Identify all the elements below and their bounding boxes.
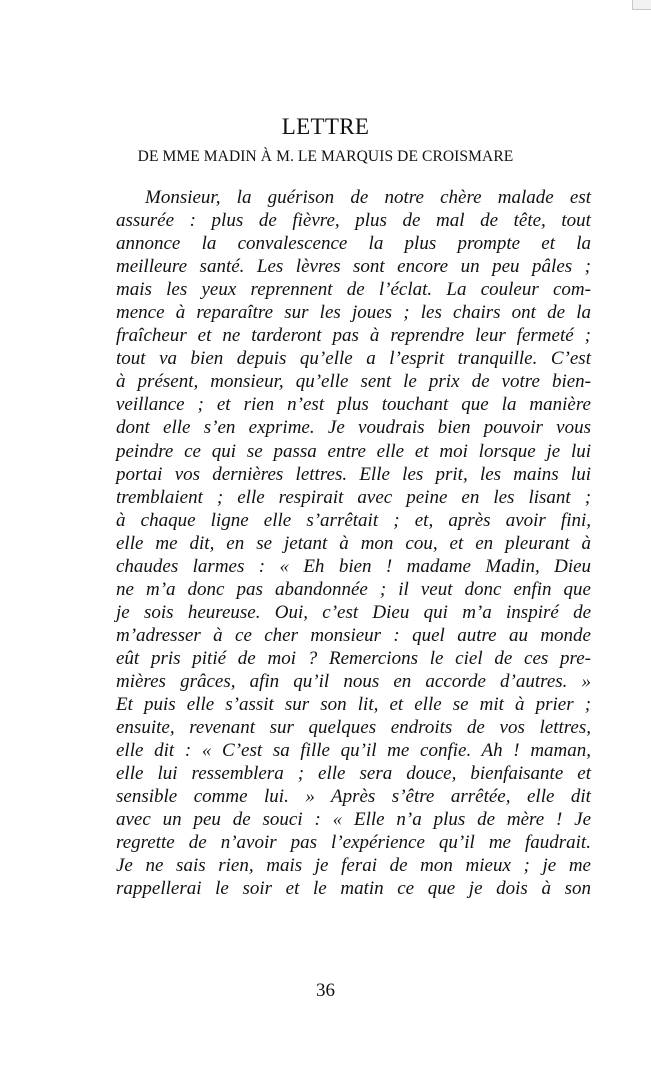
text-line: eût pris pitié de moi ? Remercions le ciel de ces pre-	[116, 647, 591, 669]
text-line: regrette de n’avoir pas l’expérience qu’il me faudrait.	[116, 832, 591, 854]
text-line: elle dit : « C’est sa fille qu’il me confie. Ah ! maman,	[116, 740, 592, 762]
text-line: mence à reparaître sur les joues ; les chairs ont de la	[116, 302, 592, 324]
text-line: à chaque ligne elle s’arrêtait ; et, après avoir fini,	[116, 509, 592, 531]
text-line: rappellerai le soir et le matin ce que je dois à son	[116, 878, 591, 900]
text-line: Et puis elle s’assit sur son lit, et elle se mit à prier ;	[116, 694, 592, 716]
letter-title: LETTRE	[281, 114, 370, 139]
text-line: sensible comme lui. » Après s’être arrêtée, elle dit	[116, 786, 591, 808]
text-line: elle lui ressemblera ; elle sera douce, bienfaisante et	[116, 763, 591, 785]
text-line: tout va bien depuis qu’elle a l’esprit tranquille. C’est	[116, 348, 591, 370]
letter-body	[116, 186, 591, 900]
text-line: chaudes larmes : « Eh bien ! madame Madin, Dieu	[116, 555, 592, 577]
text-line: peindre ce qui se passa entre elle et moi lorsque je lui	[116, 440, 592, 462]
text-line: ne m’a donc pas abandonnée ; il veut donc enfin que	[116, 578, 591, 600]
text-line: à présent, monsieur, qu’elle sent le prix de votre bien-	[116, 371, 591, 393]
text-line: je sois heureuse. Oui, c’est Dieu qui m’a inspiré de	[116, 601, 592, 623]
text-line: elle me dit, en se jetant à mon cou, et en pleurant à	[116, 532, 591, 554]
text-line: Je ne sais rien, mais je ferai de mon mieux ; je me	[116, 855, 591, 877]
text-line: dont elle s’en exprime. Je voudrais bien pouvoir vous	[116, 417, 591, 439]
text-line: ensuite, revenant sur quelques endroits de vos lettres,	[116, 717, 592, 739]
text-line: annonce la convalescence la plus prompte et la	[116, 233, 592, 255]
letter-subtitle: DE MME MADIN À M. LE MARQUIS DE CROISMARE	[137, 148, 514, 165]
text-line: Monsieur, la guérison de notre chère malade est	[145, 187, 592, 208]
text-line: mières grâces, afin qu’il nous en accorde d’autres. »	[116, 670, 592, 692]
text-line: assurée : plus de fièvre, plus de mal de tête, tout	[116, 210, 591, 232]
scan-corner-mark	[632, 0, 651, 10]
text-line: meilleure santé. Les lèvres sont encore un peu pâles ;	[116, 256, 591, 278]
text-line: mais les yeux reprennent de l’éclat. La couleur com-	[116, 279, 591, 301]
text-line: avec un peu de souci : « Elle n’a plus de mère ! Je	[116, 809, 592, 831]
text-line: tremblaient ; elle respirait avec peine en les lisant ;	[116, 486, 592, 508]
page-number: 36	[316, 980, 335, 1001]
text-line: fraîcheur et ne tarderont pas à reprendre leur fermeté ;	[116, 325, 591, 347]
text-line: veillance ; et rien n’est plus touchant que la manière	[116, 394, 591, 416]
text-line: m’adresser à ce cher monsieur : quel autre au monde	[116, 624, 591, 646]
text-line: portai vos dernières lettres. Elle les prit, les mains lui	[116, 463, 591, 485]
